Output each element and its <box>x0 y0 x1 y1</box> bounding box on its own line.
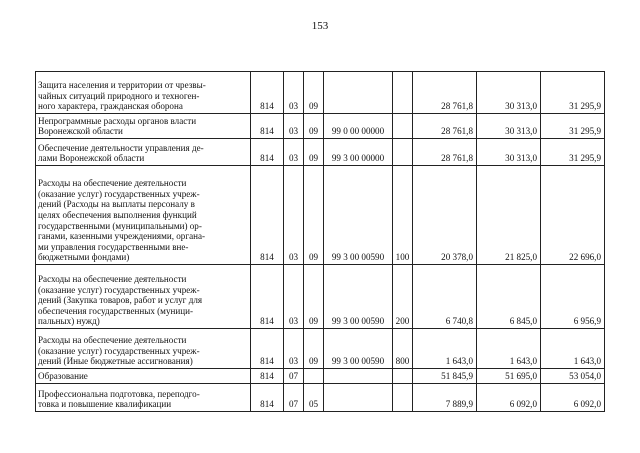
target-article-code: 99 3 00 00590 <box>324 265 393 329</box>
row-name: Расходы на обеспечение деятельности (оказание услуг) государственных учреж- дений (Закупка товаров, работ и услуг для обеспечения государственных (муници- пальных) нужд) <box>36 265 251 329</box>
amount-year-3: 31 295,9 <box>541 139 605 166</box>
amount-year-2: 1 643,0 <box>477 329 541 369</box>
target-article-code: 99 3 00 00590 <box>324 166 393 265</box>
subsection-code: 09 <box>304 139 324 166</box>
amount-year-1: 28 761,8 <box>413 139 477 166</box>
section-code: 03 <box>284 139 304 166</box>
subsection-code: 09 <box>304 329 324 369</box>
admin-code: 814 <box>251 369 284 384</box>
amount-year-2: 6 845,0 <box>477 265 541 329</box>
amount-year-2: 30 313,0 <box>477 114 541 139</box>
row-name: Образование <box>36 369 251 384</box>
row-name: Профессиональна подготовка, переподго- товка и повышение квалификации <box>36 384 251 412</box>
amount-year-3: 22 696,0 <box>541 166 605 265</box>
admin-code: 814 <box>251 114 284 139</box>
admin-code: 814 <box>251 384 284 412</box>
subsection-code: 09 <box>304 72 324 114</box>
expense-type-code <box>393 72 413 114</box>
amount-year-1: 1 643,0 <box>413 329 477 369</box>
subsection-code: 09 <box>304 114 324 139</box>
subsection-code: 05 <box>304 384 324 412</box>
row-name: Расходы на обеспечение деятельности (оказание услуг) государственных учреж- дений (Расходы на выплаты персоналу в целях обеспечения выполнения функций государственными (муниципальными) ор- ганами, казенными учреждениями, органа- ми управления государственными вне- бюджетными фондами) <box>36 166 251 265</box>
amount-year-3: 31 295,9 <box>541 114 605 139</box>
expense-type-code: 100 <box>393 166 413 265</box>
section-code: 03 <box>284 114 304 139</box>
admin-code: 814 <box>251 329 284 369</box>
row-name: Защита населения и территории от чрезвы- чайных ситуаций природного и техноген- ного характера, гражданская оборона <box>36 72 251 114</box>
amount-year-2: 30 313,0 <box>477 139 541 166</box>
subsection-code: 09 <box>304 265 324 329</box>
amount-year-1: 28 761,8 <box>413 72 477 114</box>
expense-type-code <box>393 369 413 384</box>
amount-year-1: 20 378,0 <box>413 166 477 265</box>
admin-code: 814 <box>251 139 284 166</box>
admin-code: 814 <box>251 265 284 329</box>
admin-code: 814 <box>251 166 284 265</box>
section-code: 03 <box>284 166 304 265</box>
section-code: 03 <box>284 329 304 369</box>
admin-code: 814 <box>251 72 284 114</box>
amount-year-3: 6 956,9 <box>541 265 605 329</box>
page-number: 153 <box>311 20 329 32</box>
table-row <box>36 265 605 329</box>
amount-year-1: 6 740,8 <box>413 265 477 329</box>
expense-type-code <box>393 139 413 166</box>
section-code: 03 <box>284 265 304 329</box>
expense-type-code <box>393 114 413 139</box>
amount-year-2: 51 695,0 <box>477 369 541 384</box>
row-name: Расходы на обеспечение деятельности (оказание услуг) государственных учреж- дений (Иные бюджетные ассигнования) <box>36 329 251 369</box>
expense-type-code: 200 <box>393 265 413 329</box>
amount-year-3: 1 643,0 <box>541 329 605 369</box>
table-row <box>36 166 605 265</box>
amount-year-2: 6 092,0 <box>477 384 541 412</box>
amount-year-1: 51 845,9 <box>413 369 477 384</box>
row-name: Обеспечение деятельности управления де- лами Воронежской области <box>36 139 251 166</box>
subsection-code: 09 <box>304 166 324 265</box>
amount-year-3: 31 295,9 <box>541 72 605 114</box>
expense-type-code <box>393 384 413 412</box>
budget-table <box>35 71 605 412</box>
target-article-code: 99 3 00 00000 <box>324 139 393 166</box>
amount-year-2: 21 825,0 <box>477 166 541 265</box>
table-row <box>36 114 605 139</box>
row-name: Непрограммные расходы органов власти Воронежской области <box>36 114 251 139</box>
table-row <box>36 72 605 114</box>
amount-year-2: 30 313,0 <box>477 72 541 114</box>
target-article-code <box>324 384 393 412</box>
amount-year-1: 7 889,9 <box>413 384 477 412</box>
target-article-code: 99 0 00 00000 <box>324 114 393 139</box>
section-code: 07 <box>284 369 304 384</box>
table-row <box>36 369 605 384</box>
expense-type-code: 800 <box>393 329 413 369</box>
amount-year-1: 28 761,8 <box>413 114 477 139</box>
target-article-code <box>324 72 393 114</box>
subsection-code <box>304 369 324 384</box>
section-code: 03 <box>284 72 304 114</box>
target-article-code: 99 3 00 00590 <box>324 329 393 369</box>
table-row <box>36 139 605 166</box>
amount-year-3: 53 054,0 <box>541 369 605 384</box>
table-row <box>36 329 605 369</box>
target-article-code <box>324 369 393 384</box>
amount-year-3: 6 092,0 <box>541 384 605 412</box>
table-row <box>36 384 605 412</box>
section-code: 07 <box>284 384 304 412</box>
